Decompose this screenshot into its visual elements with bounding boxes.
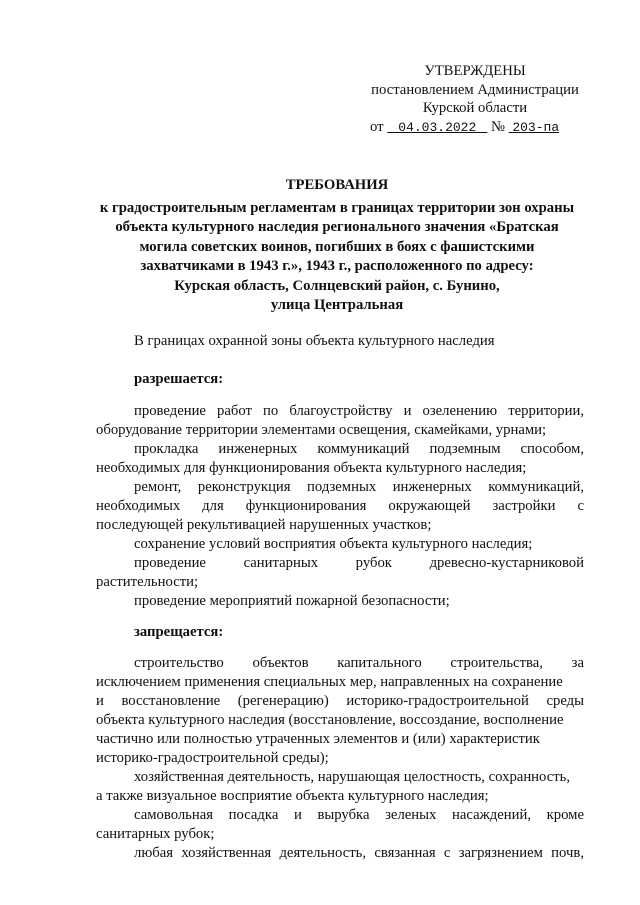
allowed-line: последующей рекультивацией нарушенных участков; bbox=[96, 517, 432, 533]
forbidden-line: частично или полностью утраченных элементов и (или) характеристик bbox=[96, 731, 540, 747]
forbidden-line: строительство объектов капитального строительства, за bbox=[134, 655, 584, 671]
number-prefix: № bbox=[490, 118, 505, 135]
allowed-line: растительности; bbox=[96, 574, 199, 590]
allowed-line: сохранение условий восприятия объекта культурного наследия; bbox=[134, 536, 533, 552]
approval-line-1: постановлением Администрации bbox=[371, 81, 579, 98]
approval-line-2: Курской области bbox=[422, 100, 528, 117]
document-title-block bbox=[82, 176, 592, 316]
number-value: 203-па bbox=[512, 119, 560, 135]
allowed-line: проведение мероприятий пожарной безопасности; bbox=[134, 593, 450, 609]
forbidden-line: историко-градостроительной среды); bbox=[96, 750, 329, 766]
forbidden-line: санитарных рубок; bbox=[96, 826, 215, 842]
forbidden-line: а также визуальное восприятие объекта культурного наследия; bbox=[96, 788, 489, 804]
allowed-heading: разрешается: bbox=[134, 371, 224, 387]
allowed-line: необходимых для функционирования объекта культурного наследия; bbox=[96, 460, 527, 476]
approval-heading: УТВЕРЖДЕНЫ bbox=[424, 63, 526, 79]
forbidden-line: исключением применения специальных мер, направленных на сохранение bbox=[96, 674, 563, 690]
allowed-line: оборудование территории элементами освещения, скамейками, урнами; bbox=[96, 422, 547, 438]
allowed-line: ремонт, реконструкция подземных инженерных коммуникаций, bbox=[134, 479, 584, 495]
title-line: Курская область, Солнцевский район, с. Бунино, bbox=[174, 277, 500, 294]
document-title: ТРЕБОВАНИЯ bbox=[285, 177, 389, 193]
forbidden-line: и восстановление (регенерацию) историко-градостроительной среды bbox=[96, 693, 584, 709]
date-value: 04.03.2022 bbox=[398, 119, 477, 135]
approval-date-line bbox=[360, 118, 590, 138]
forbidden-line: объекта культурного наследия (восстановление, воссоздание, восполнение bbox=[96, 712, 564, 728]
forbidden-line: любая хозяйственная деятельность, связанная с загрязнением почв, bbox=[134, 845, 584, 861]
title-line: захватчиками в 1943 г.», 1943 г., расположенного по адресу: bbox=[140, 258, 534, 274]
allowed-line: проведение санитарных рубок древесно-кустарниковой bbox=[134, 555, 584, 571]
allowed-line: проведение работ по благоустройству и озеленению территории, bbox=[134, 403, 584, 419]
approval-block bbox=[360, 62, 590, 137]
date-prefix: от bbox=[370, 118, 384, 135]
allowed-line: необходимых для функционирования окружающей застройки с bbox=[96, 498, 584, 514]
intro-paragraph: В границах охранной зоны объекта культурного наследия bbox=[134, 333, 495, 349]
title-line: могила советских воинов, погибших в боях с фашистскими bbox=[139, 238, 535, 255]
title-line: улица Центральная bbox=[270, 297, 404, 313]
forbidden-line: хозяйственная деятельность, нарушающая целостность, сохранность, bbox=[134, 769, 571, 785]
forbidden-line: самовольная посадка и вырубка зеленых насаждений, кроме bbox=[134, 807, 584, 823]
forbidden-heading: запрещается: bbox=[134, 624, 224, 640]
title-line: объекта культурного наследия регионального значения «Братская bbox=[115, 219, 559, 235]
title-line: к градостроительным регламентам в границах территории зон охраны bbox=[99, 199, 575, 216]
allowed-line: прокладка инженерных коммуникаций подземным способом, bbox=[134, 441, 584, 457]
